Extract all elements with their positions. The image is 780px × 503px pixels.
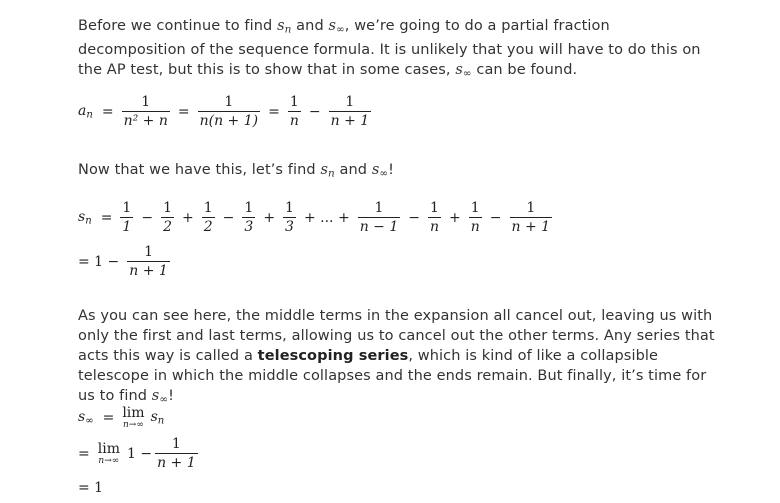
- series-operator: −: [141, 209, 154, 226]
- sn-symbol: $s_n$: [150, 408, 165, 427]
- sn-symbol: $s_n$: [78, 208, 92, 227]
- an-symbol: $a_n$: [78, 102, 93, 121]
- fraction: $\frac{1}{n + 1}$: [129, 244, 168, 279]
- series-simplified-equation: = 1 − $\frac{1}{n + 1}$: [78, 244, 168, 279]
- series-operator: +: [449, 209, 461, 226]
- series-term-fraction: $\frac{1}{2}$: [203, 200, 213, 235]
- series-operator: + ... +: [303, 209, 350, 226]
- intro-paragraph: Before we continue to find $s_n$ and $s_\infty$, we’re going to do a partial fraction decomposition of the sequence formula. It is unlikely that you will have to do this on the AP test, but this is to show that in some cases, $s_\infty$ can be found.: [78, 18, 701, 80]
- fraction: $\frac{1}{n(n + 1)}$: [199, 94, 259, 129]
- series-term-fraction: $\frac{1}{1}$: [122, 200, 132, 235]
- s-infinity-symbol: $s_\infty$: [328, 18, 345, 36]
- series-term-fraction: $\frac{1}{3}$: [244, 200, 254, 235]
- series-operator: +: [182, 209, 194, 226]
- series-operator: −: [222, 209, 235, 226]
- limit-operator: lim n→∞: [122, 405, 145, 430]
- explain-paragraph: As you can see here, the middle terms in the expansion all cancel out, leaving us with only the first and last terms, allowing us to cancel out the other terms. Any series that acts this way is called a telescoping series, which is kind of like a collapsible telescope in which the middle collapses and the ends remain. But finally, it’s time for us to find $s_\infty$!: [78, 308, 715, 406]
- limit-evaluation-equation: = lim n→∞ 1 − $\frac{1}{n + 1}$: [78, 436, 196, 471]
- s-infinity-symbol: $s_\infty$: [78, 408, 94, 427]
- series-expansion-equation: $s_n$ = $\frac{1}{1}$ − $\frac{1}{2}$ + $\frac{1}{2}$ − $\frac{1}{3}$ + $\frac{1}{3}$ + ... + $\frac{1}{n - 1}$ − $\frac{1}{n}$ + $\frac{1}{n}$ − $\frac{1}{n + 1}$: [78, 200, 551, 235]
- fraction: $\frac{1}{n + 1}$: [157, 436, 196, 471]
- series-term-fraction: $\frac{1}{n + 1}$: [511, 200, 551, 235]
- series-term-fraction: $\frac{1}{n}$: [470, 200, 480, 235]
- sn-symbol: $s_n$: [277, 18, 292, 36]
- fraction: $\frac{1}{n + 1}$: [330, 94, 370, 129]
- series-term-fraction: $\frac{1}{2}$: [163, 200, 172, 235]
- series-term-fraction: $\frac{1}{n}$: [429, 200, 440, 235]
- fraction: $\frac{1}{n}$: [289, 94, 299, 129]
- now-paragraph: Now that we have this, let’s find $s_n$ and $s_\infty$!: [78, 162, 395, 180]
- fraction: $\frac{1}{\text{n² + n}}$: [123, 94, 168, 129]
- series-operator: −: [489, 209, 502, 226]
- s-infinity-symbol: $s_\infty$: [151, 388, 169, 406]
- sn-symbol: $s_n$: [320, 162, 335, 180]
- series-term-fraction: $\frac{1}{n - 1}$: [359, 200, 399, 235]
- s-infinity-symbol: $s_\infty$: [371, 162, 389, 180]
- final-result-equation: = 1: [78, 480, 104, 496]
- s-infinity-symbol: $s_\infty$: [455, 61, 472, 80]
- limit-definition-equation: $s_\infty$ = lim n→∞ $s_n$: [78, 405, 165, 430]
- partial-fraction-equation: $a_n$ = $\frac{1}{\text{n² + n}}$ = $\frac{1}{n(n + 1)}$ = $\frac{1}{n}$ − $\frac{1}{n + 1}$: [78, 94, 370, 129]
- telescoping-series-term: telescoping series: [257, 348, 409, 364]
- limit-operator: lim n→∞: [97, 441, 120, 466]
- series-operator: −: [408, 209, 420, 226]
- series-term-fraction: $\frac{1}{3}$: [285, 200, 294, 235]
- series-operator: +: [263, 209, 276, 226]
